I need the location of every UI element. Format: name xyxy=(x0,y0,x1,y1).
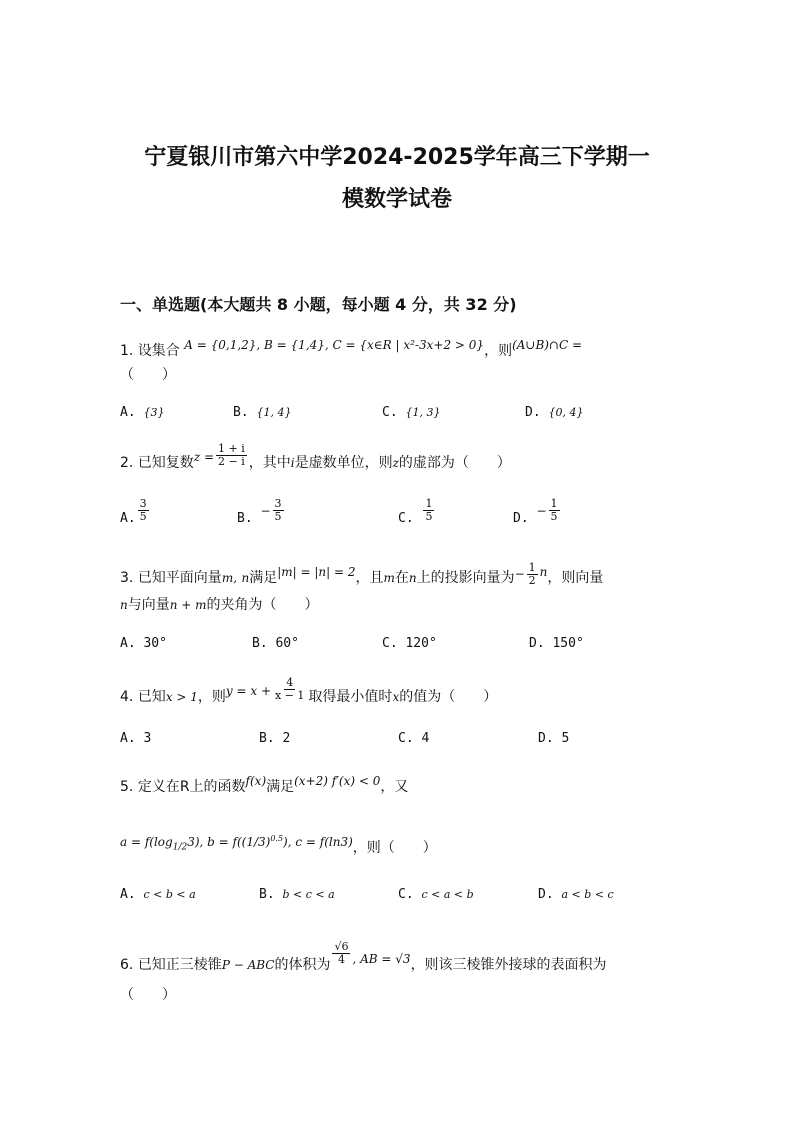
option-b: B. 2 xyxy=(259,731,291,746)
question-text: ，且 xyxy=(355,570,384,586)
question-text: 已知平面向量 xyxy=(137,570,222,586)
option-d: D. − $\frac{1}{5}$ xyxy=(513,497,558,526)
math-expression: x > 1 xyxy=(165,690,198,704)
question-text: 的虚部为（ ） xyxy=(398,455,511,471)
question-text: 是虚数单位，则 xyxy=(294,455,393,471)
math-expression: i xyxy=(290,456,295,470)
math-expression: m xyxy=(383,571,395,585)
question-text: 上的函数 xyxy=(189,779,246,795)
option-a: A. c < b < a xyxy=(120,887,196,902)
exam-title-line-2: 模数学试卷 xyxy=(341,187,452,212)
math-expression: n xyxy=(120,598,128,612)
question-5-line-2 xyxy=(120,830,680,868)
option-c: C. 4 xyxy=(398,731,430,746)
question-number: 1. xyxy=(120,343,134,359)
math-expression: A = {0,1,2}, B = {1,4}, C = {x∈R | x²-3x+2 > 0} xyxy=(184,338,485,352)
option-d: D. 5 xyxy=(538,731,570,746)
math-expression: R xyxy=(179,779,190,795)
math-expression: (A∪B)∩C = xyxy=(512,338,583,352)
math-expression: z = xyxy=(193,450,215,464)
option-d: D. {0, 4} xyxy=(525,405,584,420)
question-1-options xyxy=(120,405,680,429)
question-text: ，则 xyxy=(484,343,513,359)
math-expression: n xyxy=(539,565,548,579)
question-text: 已知正三棱锥 xyxy=(137,957,222,973)
math-expression: n xyxy=(241,571,250,585)
question-number: 6. xyxy=(120,957,134,973)
question-text: 已知复数 xyxy=(137,455,194,471)
question-text: 的值为（ ） xyxy=(399,689,498,705)
question-text: 已知 xyxy=(137,689,166,705)
math-expression: f(x) xyxy=(245,774,267,788)
option-a: A. 30° xyxy=(120,636,167,651)
fraction: $\frac{4}{x - 1}$ xyxy=(275,675,305,702)
option-c: C. $\frac{1}{5}$ xyxy=(398,497,433,526)
option-c: C. 120° xyxy=(382,636,437,651)
exam-title-line-1: 宁夏银川市第六中学2024-2025学年高三下学期一 xyxy=(144,145,650,170)
math-expression: (x+2) f′(x) < 0 xyxy=(294,774,381,788)
option-a: A. {3} xyxy=(120,405,165,420)
question-text: 满足 xyxy=(249,570,278,586)
question-text: ，则（ ） xyxy=(352,840,437,856)
option-b: B. b < c < a xyxy=(259,887,335,902)
question-2-options xyxy=(120,497,680,534)
question-text: 定义在 xyxy=(137,779,180,795)
question-text: 在 xyxy=(394,570,409,586)
question-text: 与向量 xyxy=(127,597,170,613)
math-expression-abc: $a = f(\log_{1/2}3)$, $b = f((1/3)^{0.5})$, c = f(ln3) xyxy=(120,834,353,853)
question-number: 4. xyxy=(120,689,134,705)
option-c: C. c < a < b xyxy=(398,887,474,902)
math-expression: x xyxy=(392,690,400,704)
math-expression: m, xyxy=(221,571,238,585)
option-d: D. 150° xyxy=(529,636,584,651)
math-expression: z xyxy=(392,456,399,470)
minus-sign: − xyxy=(514,567,525,581)
math-expression: n xyxy=(408,571,417,585)
question-text: 取得最小值时 xyxy=(308,689,393,705)
question-4-options xyxy=(120,731,680,755)
math-expression: y = x + xyxy=(225,684,272,698)
option-a: A. $\frac{3}{5}$ xyxy=(120,497,147,526)
question-text: ，则该三棱锥外接球的表面积为 xyxy=(410,957,607,973)
section-heading-single-choice: 一、单选题(本大题共 8 小题，每小题 4 分，共 32 分) xyxy=(120,295,517,314)
question-4 xyxy=(120,675,680,712)
question-number: 3. xyxy=(120,570,134,586)
question-text: 的体积为 xyxy=(274,957,331,973)
question-6-line-1 xyxy=(120,939,680,980)
question-5-options xyxy=(120,887,680,911)
option-d: D. a < b < c xyxy=(538,887,614,902)
question-text: 满足 xyxy=(266,779,295,795)
question-text: 设集合 xyxy=(137,343,180,359)
option-b: B. − $\frac{3}{5}$ xyxy=(237,497,282,526)
question-2 xyxy=(120,441,680,478)
question-number: 2. xyxy=(120,455,134,471)
math-expression: |m| = |n| = 2 xyxy=(277,565,356,579)
question-6-answer-blank: （ ） xyxy=(120,987,176,1003)
question-5-line-1 xyxy=(120,772,680,802)
question-3-options xyxy=(120,636,680,660)
question-text: ，则 xyxy=(197,689,226,705)
question-text: ，又 xyxy=(380,779,409,795)
question-3-line-2 xyxy=(120,590,680,620)
math-expression: n + m xyxy=(169,598,207,612)
math-expression: , AB = √3 xyxy=(352,952,411,966)
math-expression: P − ABC xyxy=(221,958,275,972)
question-1-answer-blank: （ ） xyxy=(120,367,176,383)
fraction: $\frac{1 + i}{2 - i}$ xyxy=(218,441,245,468)
question-3-line-1 xyxy=(120,560,680,593)
option-b: B. {1, 4} xyxy=(233,405,292,420)
question-number: 5. xyxy=(120,779,134,795)
fraction: $\frac{1}{2}$ xyxy=(528,560,536,587)
question-text: ，其中 xyxy=(248,455,291,471)
option-b: B. 60° xyxy=(252,636,299,651)
question-text: ，则向量 xyxy=(547,570,604,586)
question-text: 的夹角为（ ） xyxy=(206,597,319,613)
option-c: C. {1, 3} xyxy=(382,405,441,420)
question-text: 上的投影向量为 xyxy=(416,570,515,586)
option-a: A. 3 xyxy=(120,731,152,746)
fraction: $\frac{√6}{4}$ xyxy=(334,939,349,966)
